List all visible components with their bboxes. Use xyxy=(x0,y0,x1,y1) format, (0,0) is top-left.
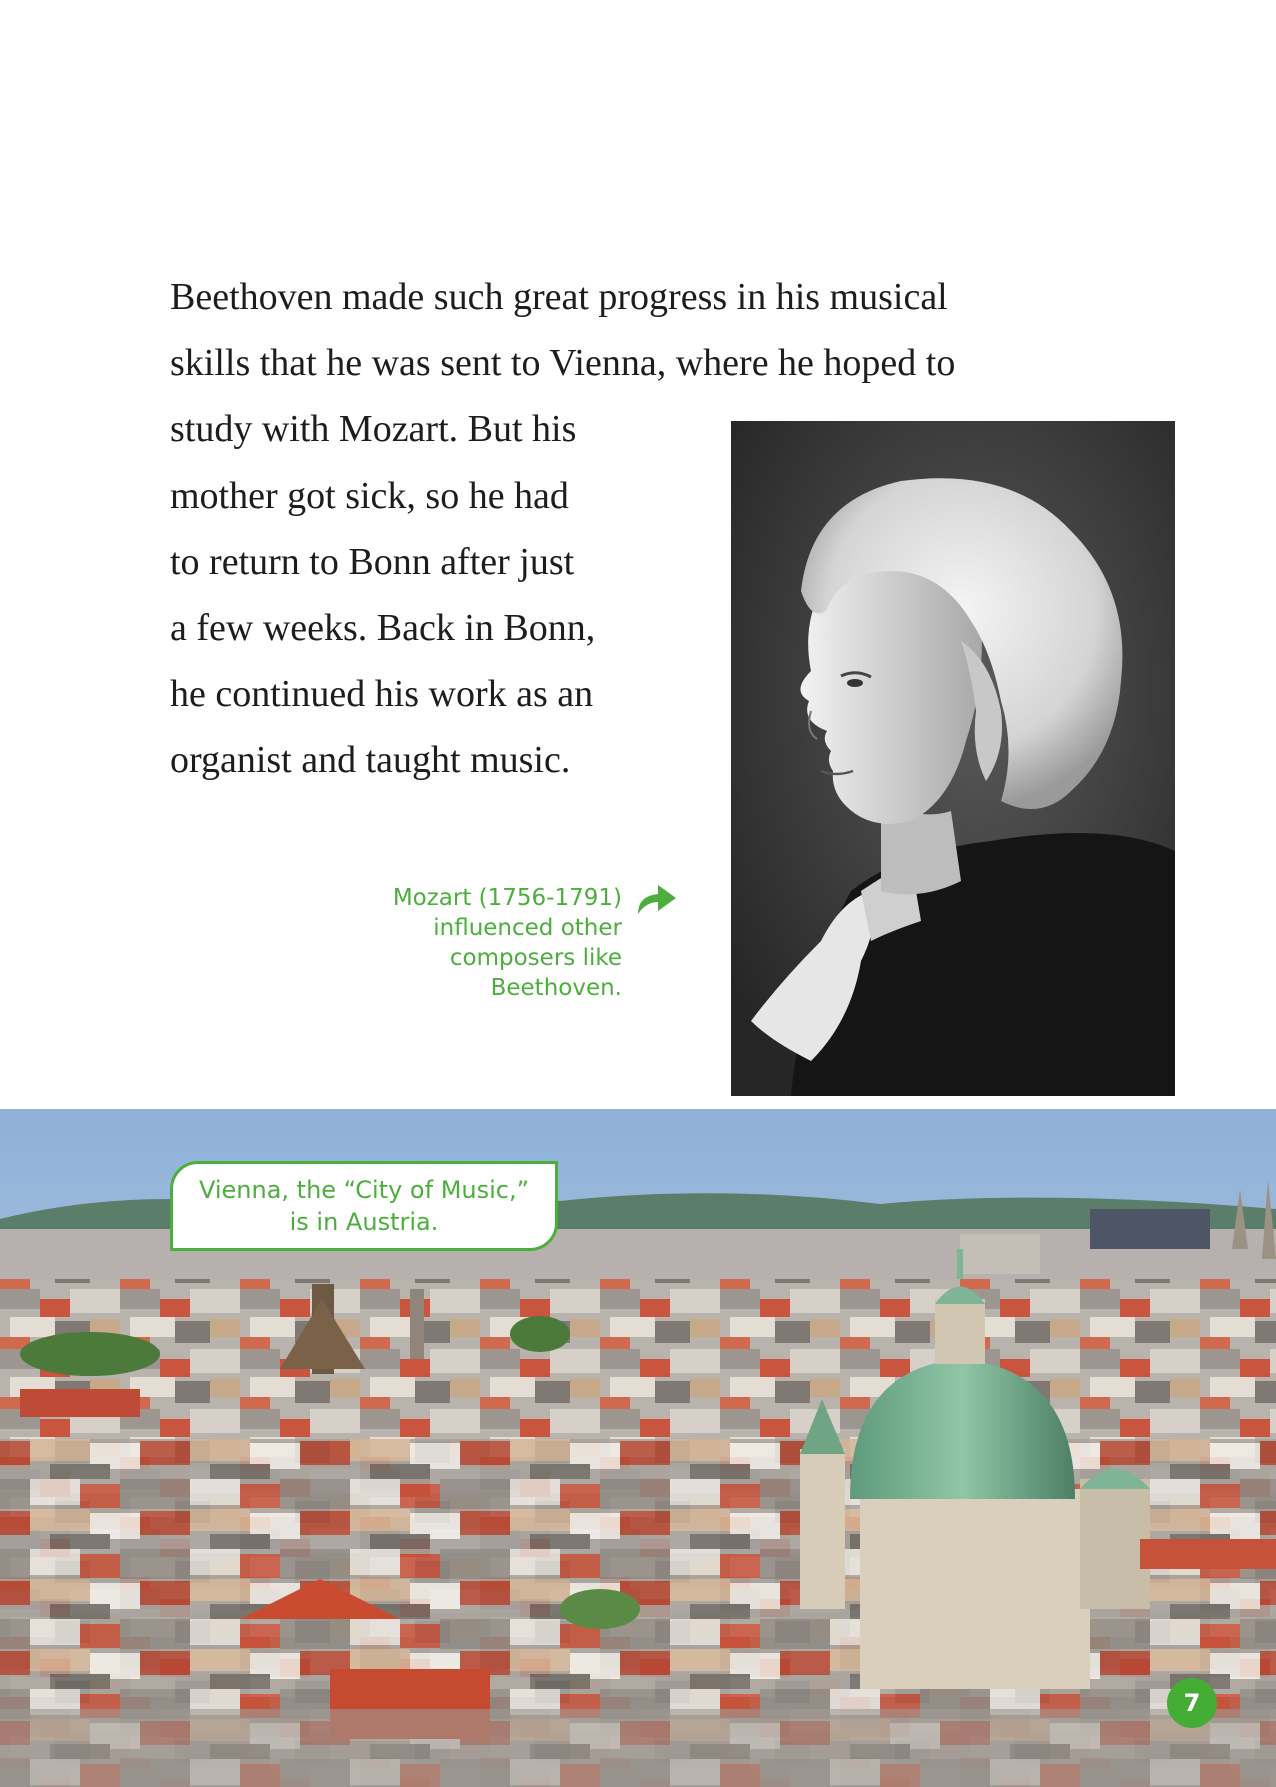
body-line: mother got sick, so he had xyxy=(170,474,569,517)
mozart-portrait xyxy=(731,421,1175,1096)
caption-line: Mozart (1756-1791) xyxy=(392,885,622,911)
body-line: to return to Bonn after just xyxy=(170,540,575,583)
portrait-illustration xyxy=(731,421,1175,1096)
caption-line: Beethoven. xyxy=(490,975,622,1001)
body-line: Beethoven made such great progress in his musical xyxy=(170,276,948,318)
body-line: study with Mozart. But his xyxy=(170,408,577,451)
callout-line: Vienna, the “City of Music,” xyxy=(198,1176,530,1204)
callout-line: is in Austria. xyxy=(289,1208,439,1236)
body-line: organist and taught music. xyxy=(170,739,571,782)
curved-arrow-right-icon xyxy=(634,882,678,916)
body-line: skills that he was sent to Vienna, where he hoped to xyxy=(170,342,956,385)
portrait-caption xyxy=(340,883,622,1003)
body-line: a few weeks. Back in Bonn, xyxy=(170,607,596,650)
caption-line: composers like xyxy=(449,945,622,971)
page-number-badge: 7 xyxy=(1167,1678,1217,1728)
city-callout xyxy=(170,1161,558,1251)
body-line: he continued his work as an xyxy=(170,673,594,716)
caption-line: influenced other xyxy=(433,915,622,941)
